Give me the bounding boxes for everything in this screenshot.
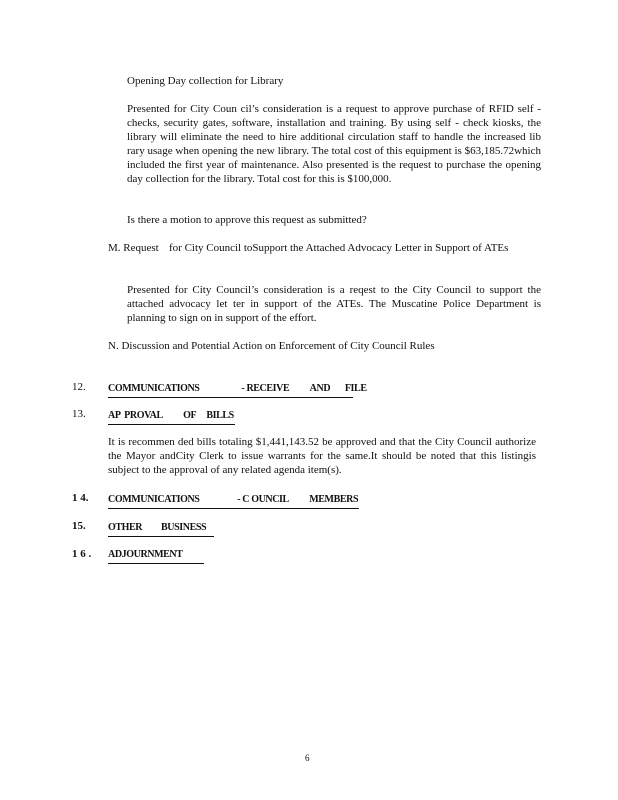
section-13-heading (108, 408, 235, 425)
library-item-paragraph: Presented for City Coun cil’s consideration is a request to approve purchase of RFID self - checks, security gates, software, installation and training. By using self - check kiosks, the library will eliminate the need to hire additional circulation staff to handle the increased lib rary usage when opening the new library. The total cost of this equipment is $63,185.72which included the first year of maintenance. Also presented is the request to purchase the opening day collection for the library. Total cost for this is $100,000. (127, 103, 541, 185)
section-13-number: 13. (72, 408, 86, 420)
item-m-paragraph: Presented for City Council’s consideration is a reqest to the City Council to support the attached advocacy let ter in support of the ATEs. The Muscatine Police Department is planning to sign on in support of the effort. (127, 284, 541, 324)
section-16-number: 1 6 . (72, 548, 92, 560)
section-13-heading-text: AP PROVAL OF BILLS (108, 409, 235, 425)
section-12-number: 12. (72, 381, 86, 393)
library-motion-text: Is there a motion to approve this request as submitted? (127, 214, 367, 226)
section-12-heading (108, 381, 367, 398)
section-14-heading-text: COMMUNICATIONS - C OUNCIL MEMBERS (108, 493, 359, 509)
section-16-heading-text: ADJOURNMENT (108, 548, 204, 564)
section-15-number: 15. (72, 520, 86, 532)
item-m-label: M. Request (108, 242, 159, 254)
section-12-heading-text: COMMUNICATIONS - RECEIVE AND FILE (108, 382, 353, 398)
section-16-heading (108, 547, 204, 564)
library-item-title: Opening Day collection for Library (127, 75, 284, 87)
section-15-heading (108, 520, 214, 537)
section-14-heading (108, 492, 359, 509)
item-m-title: for City Council toSupport the Attached Advocacy Letter in Support of ATEs (169, 242, 509, 254)
section-13-paragraph: It is recommen ded bills totaling $1,441,143.52 be approved and that the City Council authorize the Mayor andCity Clerk to issue warrants for the same.It should be noted that this listingis subject to the approval of any related agenda item(s). (108, 436, 536, 476)
section-14-number: 1 4. (72, 492, 89, 504)
item-n-text: N. Discussion and Potential Action on Enforcement of City Council Rules (108, 340, 435, 352)
page-number: 6 (305, 753, 310, 763)
section-15-heading-text: OTHER BUSINESS (108, 521, 214, 537)
